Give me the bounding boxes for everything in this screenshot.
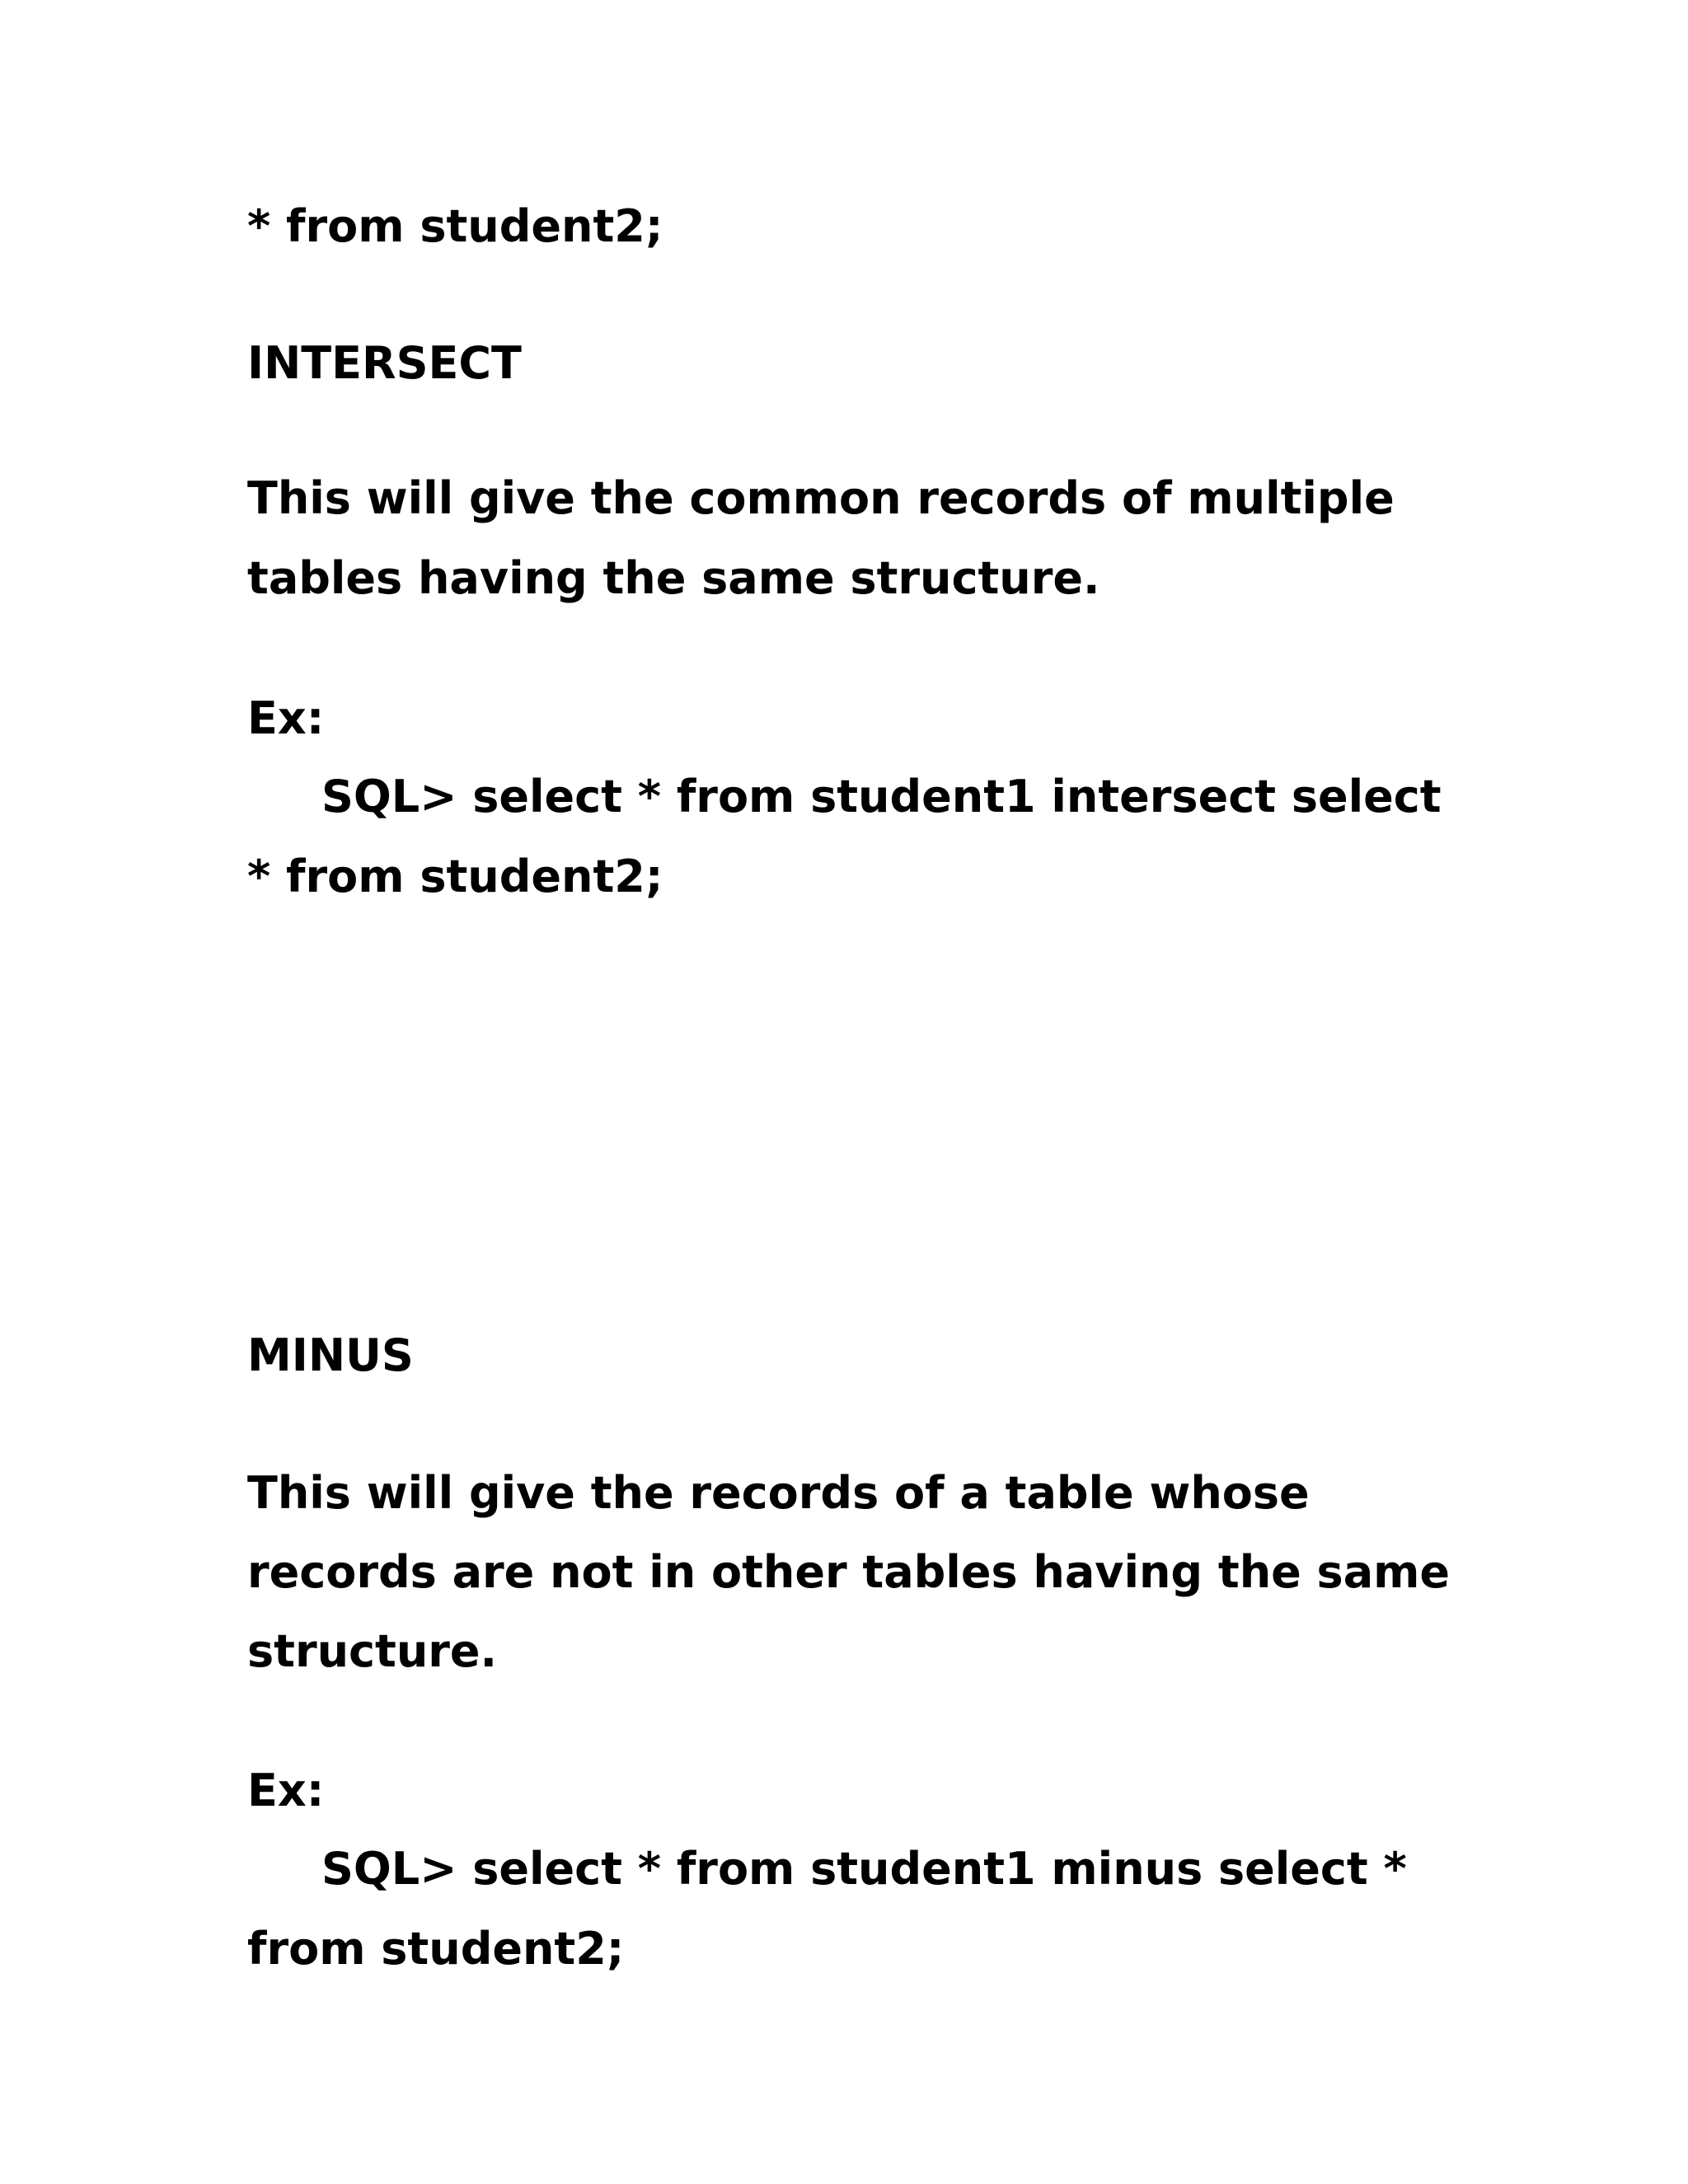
minus-sql-line: SQL> select * from student1 minus select * (321, 1843, 1407, 1895)
intersect-description-line: This will give the common records of multiple (247, 472, 1395, 524)
intersect-description-line: tables having the same structure. (247, 552, 1100, 604)
minus-heading: MINUS (247, 1329, 414, 1381)
continued-code-line: * from student2; (247, 200, 663, 252)
intersect-heading: INTERSECT (247, 337, 522, 389)
minus-description-line: records are not in other tables having the same (247, 1546, 1451, 1598)
minus-description-line: structure. (247, 1625, 498, 1677)
intersect-sql-line: * from student2; (247, 851, 663, 902)
intersect-sql-line: SQL> select * from student1 intersect select (321, 771, 1442, 823)
intersect-example-label: Ex: (247, 692, 325, 744)
minus-sql-line: from student2; (247, 1923, 625, 1975)
minus-description-line: This will give the records of a table whose (247, 1467, 1310, 1519)
minus-example-label: Ex: (247, 1765, 325, 1816)
